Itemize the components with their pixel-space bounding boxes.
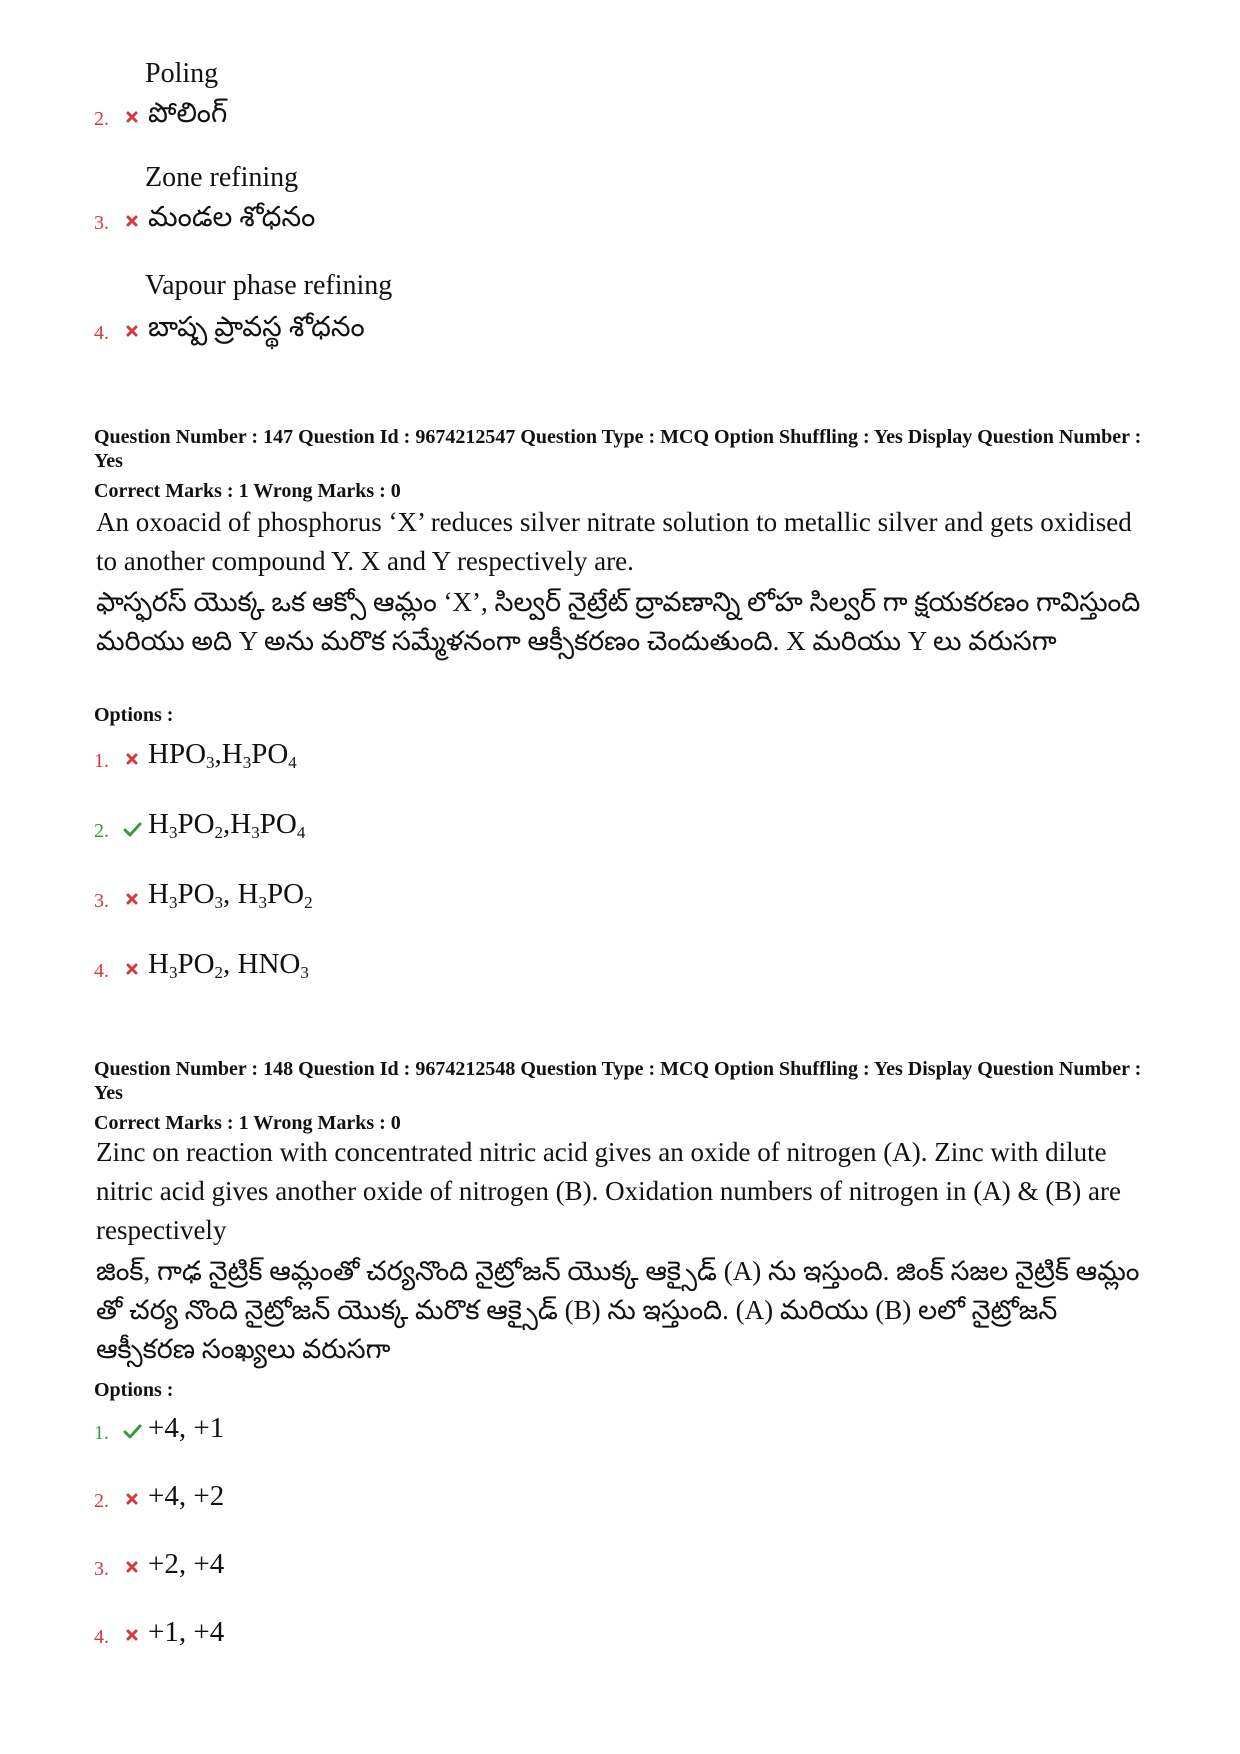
question-text-te-147: ఫాస్ఫరస్ యొక్క ఒక ఆక్సో ఆమ్లం ‘X’, సిల్వర్ నైట్రేట్ ద్రావణాన్ని లోహ సిల్వర్ గా క్షయకరణం గావిస్తుంది మరియు అది Y అను మరొక సమ్మేళనంగా ఆక్సీకరణం చెందుతుంది. X మరియు Y లు వరుసగా <box>96 587 1141 656</box>
cross-icon <box>120 211 144 231</box>
prev-option-3-row <box>94 200 315 235</box>
q147-option-1 <box>94 738 297 773</box>
option-value: +1, +4 <box>148 1616 225 1648</box>
cross-icon <box>120 1557 144 1577</box>
q148-option-2 <box>94 1480 224 1513</box>
option-number: 2. <box>94 108 109 130</box>
q147-option-4 <box>94 948 309 983</box>
marks-148: Correct Marks : 1 Wrong Marks : 0 <box>94 1112 401 1134</box>
q148-option-4 <box>94 1616 224 1649</box>
question-header-147: Question Number : 147 Question Id : 9674212547 Question Type : MCQ Option Shuffling : Yes Display Question Number : Yes <box>94 426 1142 472</box>
cross-icon <box>120 749 144 769</box>
marks-147: Correct Marks : 1 Wrong Marks : 0 <box>94 480 401 502</box>
prev-option-2-row <box>94 96 227 131</box>
options-label-147: Options : <box>94 704 174 726</box>
option-number: 3. <box>94 1558 109 1580</box>
option-value: +2, +4 <box>148 1548 225 1580</box>
option-formula: $HPO_3,H_3PO_4$ <box>148 738 297 772</box>
q147-option-3 <box>94 878 313 913</box>
options-label-148: Options : <box>94 1379 174 1401</box>
option-number: 4. <box>94 960 109 982</box>
option-formula: $H_3PO_3$, $H_3PO_2$ <box>148 878 313 912</box>
option-text-en: Vapour phase refining <box>145 270 393 301</box>
prev-option-4-row <box>94 310 365 345</box>
option-number: 1. <box>94 750 109 772</box>
option-value: +4, +1 <box>148 1412 225 1444</box>
question-text-en-147: An oxoacid of phosphorus ‘X’ reduces silver nitrate solution to metallic silver and gets oxidised to another compound Y. X and Y respectively are. <box>96 507 1132 576</box>
option-text-en: Poling <box>145 58 219 89</box>
option-number: 4. <box>94 1626 109 1648</box>
option-formula: $H_3PO_2$, $HNO_3$ <box>148 948 309 982</box>
option-text-te: బాష్ప ప్రావస్థ శోధనం <box>148 312 365 343</box>
option-formula: $H_3PO_2,H_3PO_4$ <box>148 808 306 842</box>
option-text-en: Zone refining <box>145 162 299 193</box>
check-icon <box>120 819 144 839</box>
cross-icon <box>120 1625 144 1645</box>
question-text-en-148: Zinc on reaction with concentrated nitric acid gives an oxide of nitrogen (A). Zinc with dilute nitric acid gives another oxide of nitrogen (B). Oxidation numbers of nitrogen in (A) & (B) are respectively <box>96 1137 1121 1245</box>
question-text-te-148: జింక్, గాఢ నైట్రిక్ ఆమ్లంతో చర్యనొంది నైట్రోజన్ యొక్క ఆక్సైడ్ (A) ను ఇస్తుంది. జింక్ సజల నైట్రిక్ ఆమ్లం తో చర్య నొంది నైట్రోజన్ యొక్క మరొక ఆక్సైడ్ (B) ను ఇస్తుంది. (A) మరియు (B) లలో నైట్రోజన్ ఆక్సీకరణ సంఖ్యలు వరుసగా <box>96 1256 1140 1364</box>
check-icon <box>120 1421 144 1441</box>
option-number: 1. <box>94 1422 109 1444</box>
option-number: 4. <box>94 322 109 344</box>
q148-option-3 <box>94 1548 224 1581</box>
q148-option-1 <box>94 1412 224 1445</box>
cross-icon <box>120 321 144 341</box>
question-header-148: Question Number : 148 Question Id : 9674212548 Question Type : MCQ Option Shuffling : Yes Display Question Number : Yes <box>94 1058 1142 1104</box>
prev-option-2 <box>145 58 218 94</box>
cross-icon <box>120 959 144 979</box>
cross-icon <box>120 107 144 127</box>
option-number: 3. <box>94 212 109 234</box>
option-value: +4, +2 <box>148 1480 225 1512</box>
cross-icon <box>120 889 144 909</box>
option-number: 2. <box>94 1490 109 1512</box>
option-number: 2. <box>94 820 109 842</box>
option-text-te: పోలింగ్ <box>148 98 228 129</box>
q147-option-2 <box>94 808 305 843</box>
prev-option-3 <box>145 162 298 198</box>
option-text-te: మండల శోధనం <box>148 202 316 233</box>
prev-option-4 <box>145 270 392 306</box>
cross-icon <box>120 1489 144 1509</box>
option-number: 3. <box>94 890 109 912</box>
